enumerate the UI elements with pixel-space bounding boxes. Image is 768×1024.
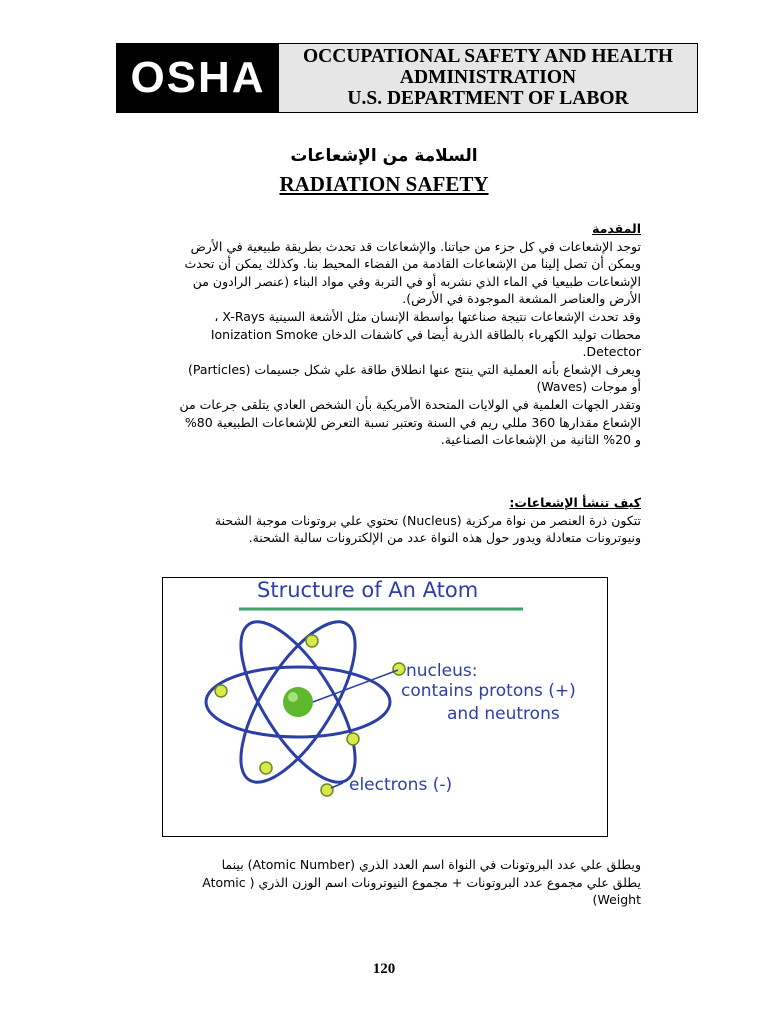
osha-header [116, 43, 698, 113]
section2-line: تتكون ذرة العنصر من نواة مركزية (Nucleus) تحتوي علي بروتونات موجبة الشحنة [214, 512, 641, 528]
agency-line-1: OCCUPATIONAL SAFETY AND HEALTH [302, 46, 674, 67]
intro-line: الأرض والعناصر المشعة الموجودة في الأرض). [402, 291, 641, 307]
section-how-radiation-forms [116, 494, 641, 547]
intro-line: أو موجات (Waves) [536, 379, 641, 395]
agency-line-2: ADMINISTRATION [399, 67, 577, 88]
atom-structure-figure [162, 577, 608, 837]
intro-section [116, 220, 641, 449]
electron [260, 762, 272, 774]
electron [306, 635, 318, 647]
neutrons-label: and neutrons [447, 704, 560, 724]
intro-line: ويعرف الإشعاع بأنه العملية التي ينتج عنها انطلاق طاقة علي شكل جسيمات (Particles) [187, 361, 641, 377]
title-english: RADIATION SAFETY [279, 172, 489, 196]
intro-line: توجد الإشعاعات في كل جزء من حياتنا. والإشعاعات قد تحدث بطريقة طبيعية في الأرض [190, 238, 641, 254]
electron [393, 663, 405, 675]
intro-line: Detector. [582, 344, 641, 360]
intro-line: وقد تحدث الإشعاعات نتيجة صناعتها بواسطة الإنسان مثل الأشعة السينية X-Rays ، [214, 308, 641, 324]
intro-line: محطات توليد الكهرباء بالطاقة الذرية أيضا في كاشفات الدخان Ionization Smoke [210, 326, 641, 342]
electron [321, 784, 333, 796]
protons-label: contains protons (+) [401, 681, 576, 701]
electron [215, 685, 227, 697]
atomic-number-section [116, 856, 641, 909]
figure-title: Structure of An Atom [257, 578, 479, 602]
electron [347, 733, 359, 745]
title-arabic: السلامة من الإشعاعات [290, 146, 478, 166]
agency-name [279, 46, 697, 109]
osha-logo: OSHA [117, 44, 279, 112]
intro-line: الإشعاعات طبيعيا في الماء الذي نشربه أو في التربة وفي مواد البناء (عنصر الرادون من [192, 273, 641, 289]
nucleus-label: nucleus: [406, 661, 478, 681]
nucleus [283, 687, 313, 717]
after-figure-line: Weight) [592, 892, 641, 908]
electrons-label: electrons (-) [349, 775, 453, 795]
page-number: 120 [372, 961, 396, 977]
intro-heading: المقدمة [592, 221, 641, 236]
intro-line: و 20% الثانية من الإشعاعات الصناعية. [440, 432, 641, 448]
after-figure-line: ويطلق علي عدد البروتونات في النواة اسم العدد الذري (Atomic Number) بينما [221, 857, 641, 872]
atom-diagram [163, 578, 607, 836]
intro-line: ويمكن أن تصل إلينا من الإشعاعات القادمة من الفضاء المحيط بنا. وكذلك يمكن أن تحدث [184, 256, 641, 272]
intro-line: الإشعاع مقدارها 360 مللي ريم في السنة وتعتبر نسبة التعرض للإشعاعات الطبيعية 80% [184, 414, 641, 430]
intro-line: وتقدر الجهات العلمية في الولايات المتحدة الأمريكية بأن الشخص العادي يتلقى جرعات من [179, 396, 641, 412]
agency-line-3: U.S. DEPARTMENT OF LABOR [347, 88, 629, 109]
nucleus-highlight [288, 692, 298, 702]
section2-line: ونيوترونات متعادلة ويدور حول هذه النواة عدد من الإلكترونات سالبة الشحنة. [248, 530, 641, 546]
section2-heading: كيف تنشأ الإشعاعات: [509, 495, 641, 510]
after-figure-line: يطلق علي مجموع عدد البروتونات + مجموع النيوترونات اسم الوزن الذري ( Atomic [202, 874, 641, 890]
